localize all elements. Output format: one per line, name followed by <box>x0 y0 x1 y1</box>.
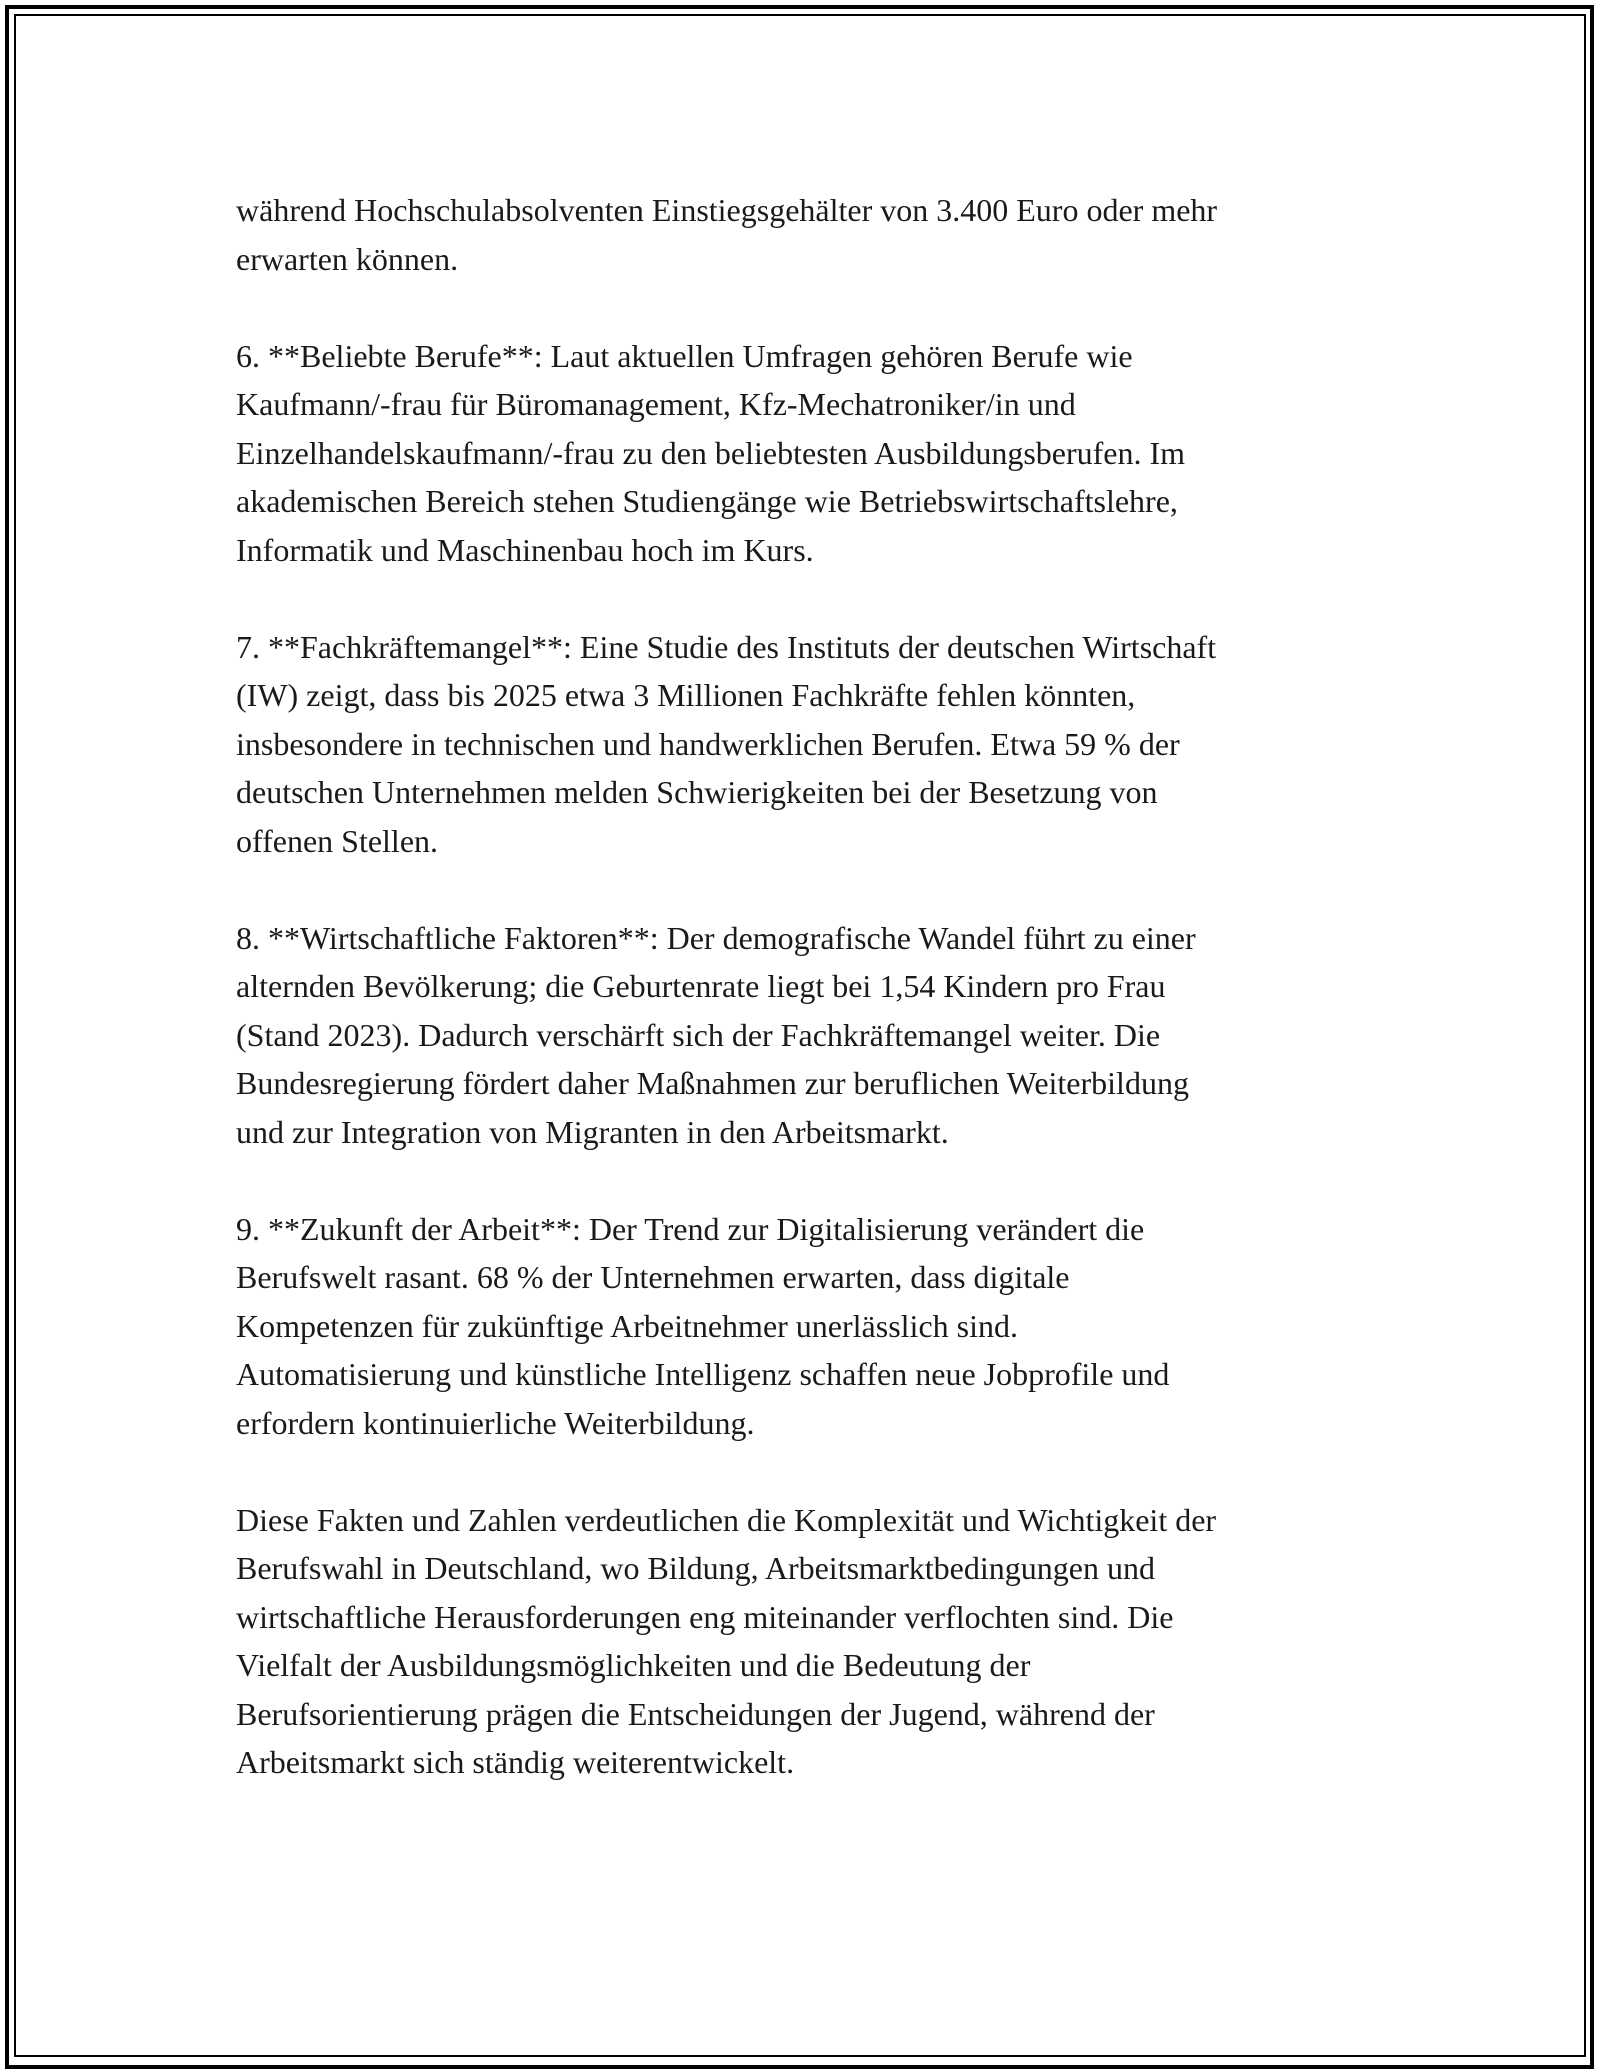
paragraph-popular-professions: 6. **Beliebte Berufe**: Laut aktuellen Umfragen gehören Berufe wie Kaufmann/-frau für Büromanagement, Kfz-Mechatroniker/in und Einzelhandelskaufmann/-frau zu den beliebtesten Ausbildungsberufen. Im akademischen Bereich stehen Studiengänge wie Betriebswirtschaftslehre, Informatik und Maschinenbau hoch im Kurs. <box>236 337 1186 568</box>
document-body <box>236 186 1376 1787</box>
paragraph-future-of-work: 9. **Zukunft der Arbeit**: Der Trend zur Digitalisierung verändert die Berufswelt rasant. 68 % der Unternehmen erwarten, dass digitale Kompetenzen für zukünftige Arbeitnehmer unerlässlich sind. Automatisierung und künstliche Intelligenz schaffen neue Jobprofile und erfordern kontinuierliche Weiterbildung. <box>236 1210 1170 1441</box>
paragraph-skills-shortage: 7. **Fachkräftemangel**: Eine Studie des Instituts der deutschen Wirtschaft (IW) zeigt, dass bis 2025 etwa 3 Millionen Fachkräfte fehlen könnten, insbesondere in technischen und handwerklichen Berufen. Etwa 59 % der deutschen Unternehmen melden Schwierigkeiten bei der Besetzung von offenen Stellen. <box>236 628 1217 859</box>
paragraph-economic-factors: 8. **Wirtschaftliche Faktoren**: Der demografische Wandel führt zu einer alternden Bevölkerung; die Geburtenrate liegt bei 1,54 Kindern pro Frau (Stand 2023). Dadurch verschärft sich der Fachkräftemangel weiter. Die Bundesregierung fördert daher Maßnahmen zur beruflichen Weiterbildung und zur Integration von Migranten in den Arbeitsmarkt. <box>236 919 1196 1150</box>
paragraph-salary-continuation: während Hochschulabsolventen Einstiegsgehälter von 3.400 Euro oder mehr erwarten können. <box>236 192 1218 277</box>
paragraph-conclusion: Diese Fakten und Zahlen verdeutlichen die Komplexität und Wichtigkeit der Berufswahl in Deutschland, wo Bildung, Arbeitsmarktbedingungen und wirtschaftliche Herausforderungen eng miteinander verflochten sind. Die Vielfalt der Ausbildungsmöglichkeiten und die Bedeutung der Berufsorientierung prägen die Entscheidungen der Jugend, während der Arbeitsmarkt sich ständig weiterentwickelt. <box>236 1501 1217 1780</box>
